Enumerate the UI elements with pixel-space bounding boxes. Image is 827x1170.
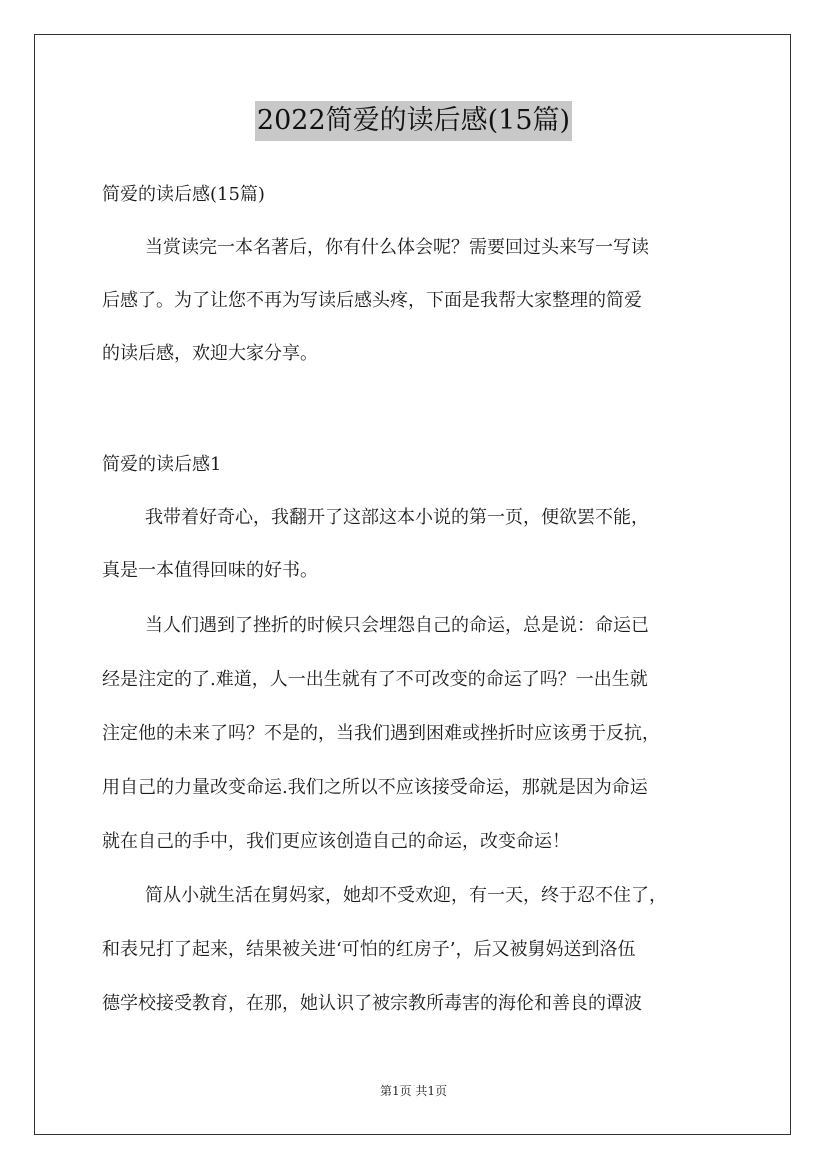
- body-line-5: 注定他的未来了吗？不是的，当我们遇到困难或挫折时应该勇于反抗，: [102, 723, 660, 744]
- body-line-10: 德学校接受教育，在那，她认识了被宗教所毒害的海伦和善良的谭波: [102, 993, 642, 1014]
- page-number-footer: 第1页 共1页: [379, 1084, 448, 1098]
- body-line-2: 真是一本值得回味的好书。: [102, 560, 318, 581]
- intro-line-2: 后感了。为了让您不再为写读后感头疼，下面是我帮大家整理的简爱: [102, 290, 642, 311]
- document-subtitle: 简爱的读后感(15篇): [102, 184, 265, 205]
- document-title: 2022简爱的读后感(15篇): [255, 101, 572, 141]
- intro-line-1: 当赏读完一本名著后，你有什么体会呢？需要回过头来写一写读: [145, 237, 649, 258]
- body-line-8: 简从小就生活在舅妈家，她却不受欢迎，有一天，终于忍不住了，: [145, 885, 667, 906]
- section-heading: 简爱的读后感1: [102, 454, 222, 475]
- body-line-6: 用自己的力量改变命运.我们之所以不应该接受命运，那就是因为命运: [102, 777, 648, 798]
- body-line-9: 和表兄打了起来，结果被关进‘可怕的红房子’，后又被舅妈送到洛伍: [102, 939, 636, 960]
- body-line-4: 经是注定的了.难道，人一出生就有了不可改变的命运了吗？一出生就: [102, 669, 648, 690]
- intro-line-3: 的读后感，欢迎大家分享。: [102, 343, 318, 364]
- body-line-3: 当人们遇到了挫折的时候只会埋怨自己的命运，总是说：命运已: [145, 615, 649, 636]
- body-line-7: 就在自己的手中，我们更应该创造自己的命运，改变命运！: [102, 831, 570, 852]
- body-line-1: 我带着好奇心，我翻开了这部这本小说的第一页，便欲罢不能，: [145, 507, 649, 528]
- title-container: [0, 101, 827, 141]
